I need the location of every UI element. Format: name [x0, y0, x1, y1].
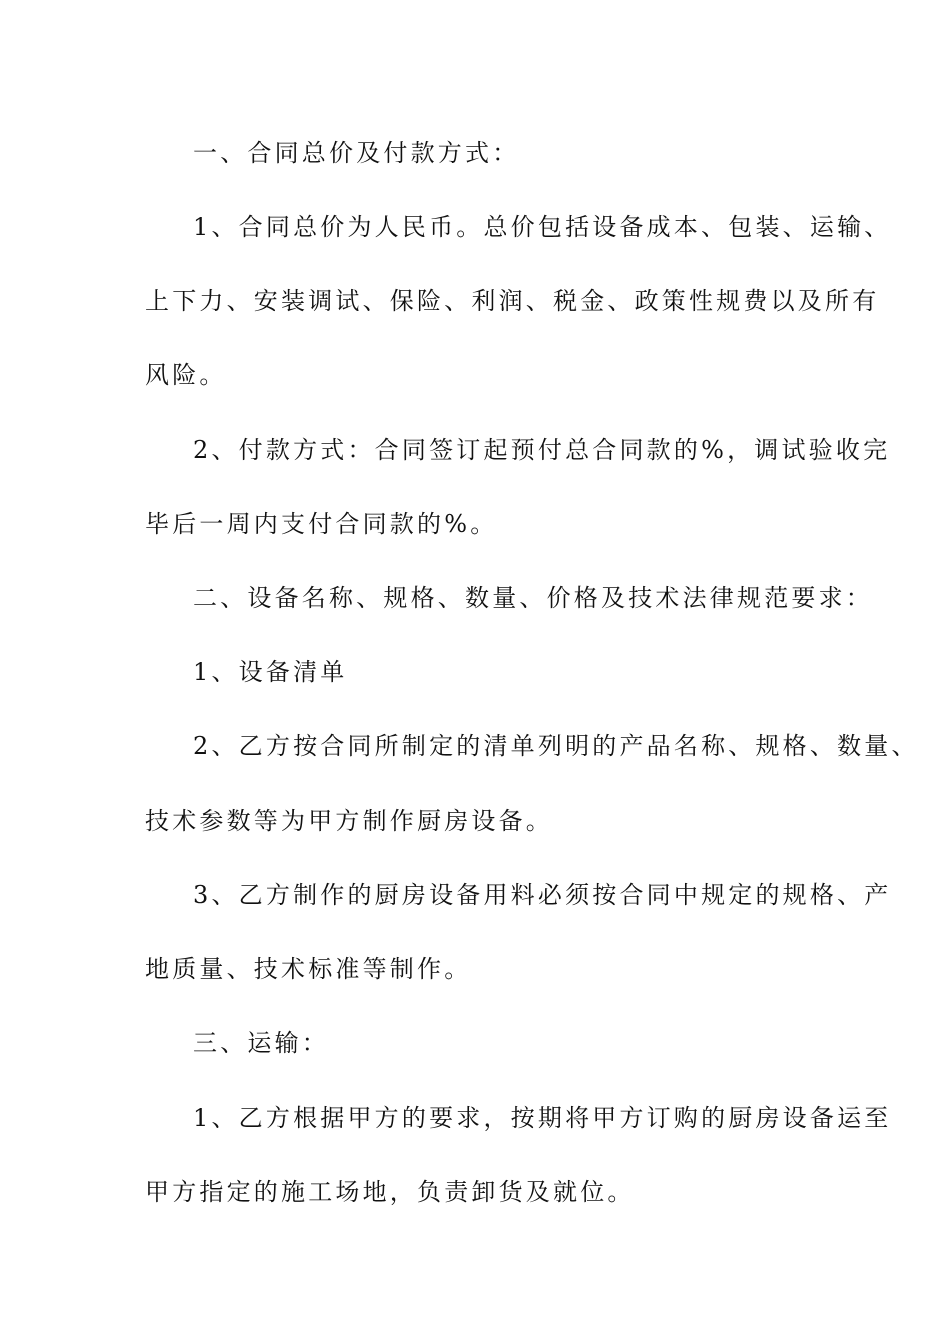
section-heading-price-payment: 一、合同总价及付款方式：	[193, 139, 520, 167]
paragraph-line: 上下力、安装调试、保险、利润、税金、政策性规费以及所有	[145, 287, 880, 315]
section-heading-equipment: 二、设备名称、规格、数量、价格及技术法律规范要求：	[193, 584, 873, 612]
paragraph-line: 1、设备清单	[193, 658, 348, 686]
paragraph-line: 2、乙方按合同所制定的清单列明的产品名称、规格、数量、	[193, 732, 919, 760]
paragraph-line: 地质量、技术标准等制作。	[145, 955, 472, 983]
paragraph-line: 技术参数等为甲方制作厨房设备。	[145, 807, 553, 835]
section-heading-transport: 三、运输：	[193, 1029, 329, 1057]
paragraph-line: 风险。	[145, 361, 227, 389]
paragraph-line: 2、付款方式：合同签订起预付总合同款的%，调试验收完	[193, 436, 891, 464]
paragraph-line: 1、乙方根据甲方的要求，按期将甲方订购的厨房设备运至	[193, 1104, 892, 1132]
paragraph-line: 甲方指定的施工场地，负责卸货及就位。	[145, 1178, 635, 1206]
paragraph-line: 1、合同总价为人民币。总价包括设备成本、包装、运输、	[193, 213, 892, 241]
paragraph-line: 3、乙方制作的厨房设备用料必须按合同中规定的规格、产	[193, 881, 892, 909]
paragraph-line: 毕后一周内支付合同款的%。	[145, 510, 498, 538]
